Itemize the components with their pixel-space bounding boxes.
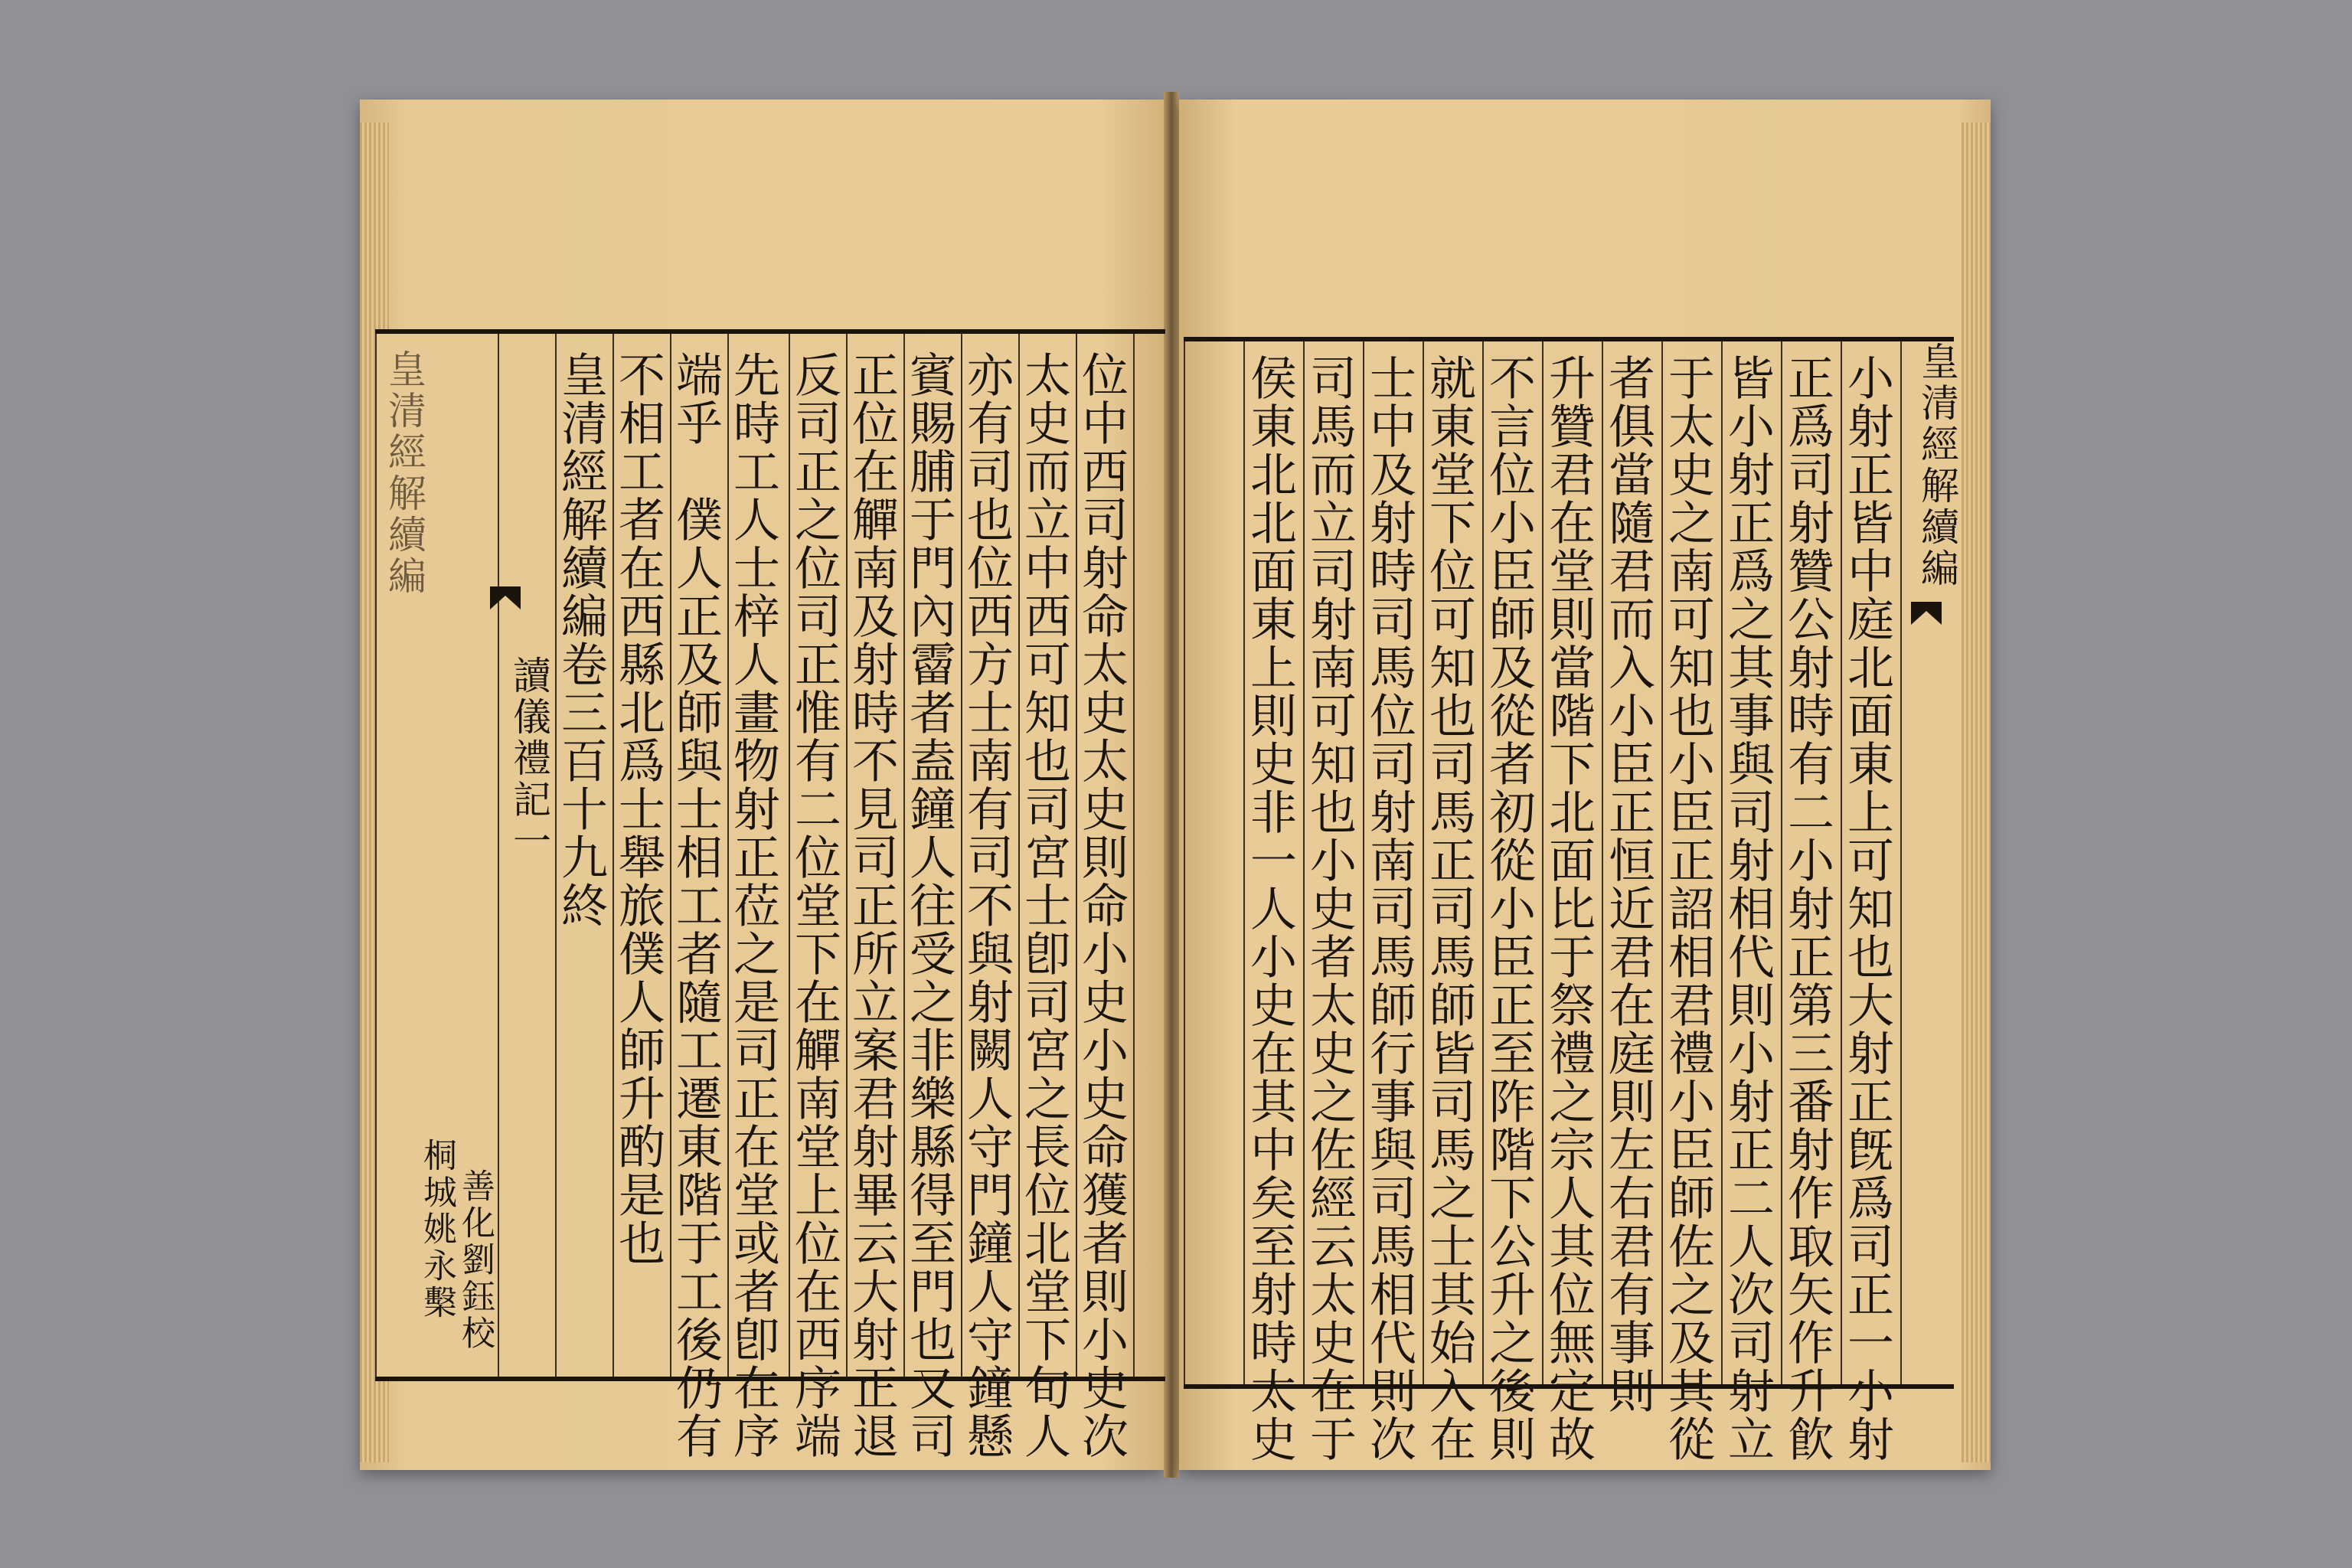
page-edges <box>1962 122 1991 1462</box>
right-column-3: 皆小射正爲之其事與司射相代則小射正二人次司射立 <box>1720 354 1775 1463</box>
right-column-6: 升贊君在堂則當階下北面比于祭禮之宗人其位無定故 <box>1541 354 1596 1463</box>
left-column-2: 太史而立中西可知也司宮士卽司宮之長位北堂下旬人 <box>1017 351 1071 1460</box>
left-column-6: 反司正之位司正惟有二位堂下在觶南堂上位在西序端 <box>787 351 841 1460</box>
right-column-2: 正爲司射贊公射時有二小射正第三番射作取矢作升飮 <box>1780 354 1834 1463</box>
left-column-4: 賓賜脯于門內霤者盍鐘人往受之非樂縣得至門也又司 <box>902 351 956 1460</box>
fishtail-mark <box>1911 602 1942 625</box>
colophon-line-1: 桐城姚永檕 <box>417 1138 456 1321</box>
left-column-7: 先時工人士梓人畫物射正莅之是司正在堂或者卽在序 <box>726 351 780 1460</box>
right-column-10: 司馬而立司射南可知也小史者太史之佐經云太史在于 <box>1302 354 1357 1463</box>
right-column-7: 不言位小臣師及從者初從小臣正至阼階下公升之後則 <box>1481 354 1536 1463</box>
left-column-8: 端乎 僕人正及師與士相工者隨工遷東階于工後仍有 <box>668 351 723 1460</box>
right-text-frame <box>1184 337 1959 1463</box>
right-column-5: 者俱當隨君而入小臣正恒近君在庭則左右君有事則 <box>1601 354 1655 1415</box>
fishtail-mark <box>490 586 521 609</box>
volume-end-line: 皇清經解續編卷三百十九終 <box>554 351 608 929</box>
left-column-3: 亦有司也位西方士南有司不與射闕人守門鐘人守鐘懸 <box>959 351 1014 1460</box>
left-column-1: 位中西司射命太史太史則命小史小史命獲者則小史次 <box>1074 351 1129 1460</box>
left-column-9: 不相工者在西縣北爲士舉旅僕人師升酌是也 <box>611 351 665 1267</box>
right-column-4: 于太史之南可知也小臣正詔相君禮小臣師佐之及其從 <box>1661 354 1715 1463</box>
right-column-1: 小射正皆中庭北面東上可知也大射正旣爲司正一小射 <box>1840 354 1894 1463</box>
right-column-11: 侯東北北面東上則史非一人小史在其中矣至射時太史 <box>1243 354 1297 1463</box>
left-text-frame <box>375 329 1165 1460</box>
right-column-9: 士中及射時司馬位司射南司馬師行事與司馬相代則次 <box>1362 354 1416 1463</box>
banxin-title-left: 皇清經解續編 <box>382 349 426 597</box>
left-column-5: 正位在觶南及射時不見司正所立案君射畢云大射正退 <box>844 351 899 1460</box>
right-column-8: 就東堂下位可知也司馬正司馬師皆司馬之士其始入在 <box>1422 354 1476 1463</box>
banxin-section: 讀儀禮記一 <box>507 655 551 862</box>
banxin-title-right: 皇清經解續編 <box>1915 341 1959 590</box>
book-gutter <box>1164 92 1179 1478</box>
colophon-line-2: 善化劉鈺校 <box>456 1168 495 1352</box>
